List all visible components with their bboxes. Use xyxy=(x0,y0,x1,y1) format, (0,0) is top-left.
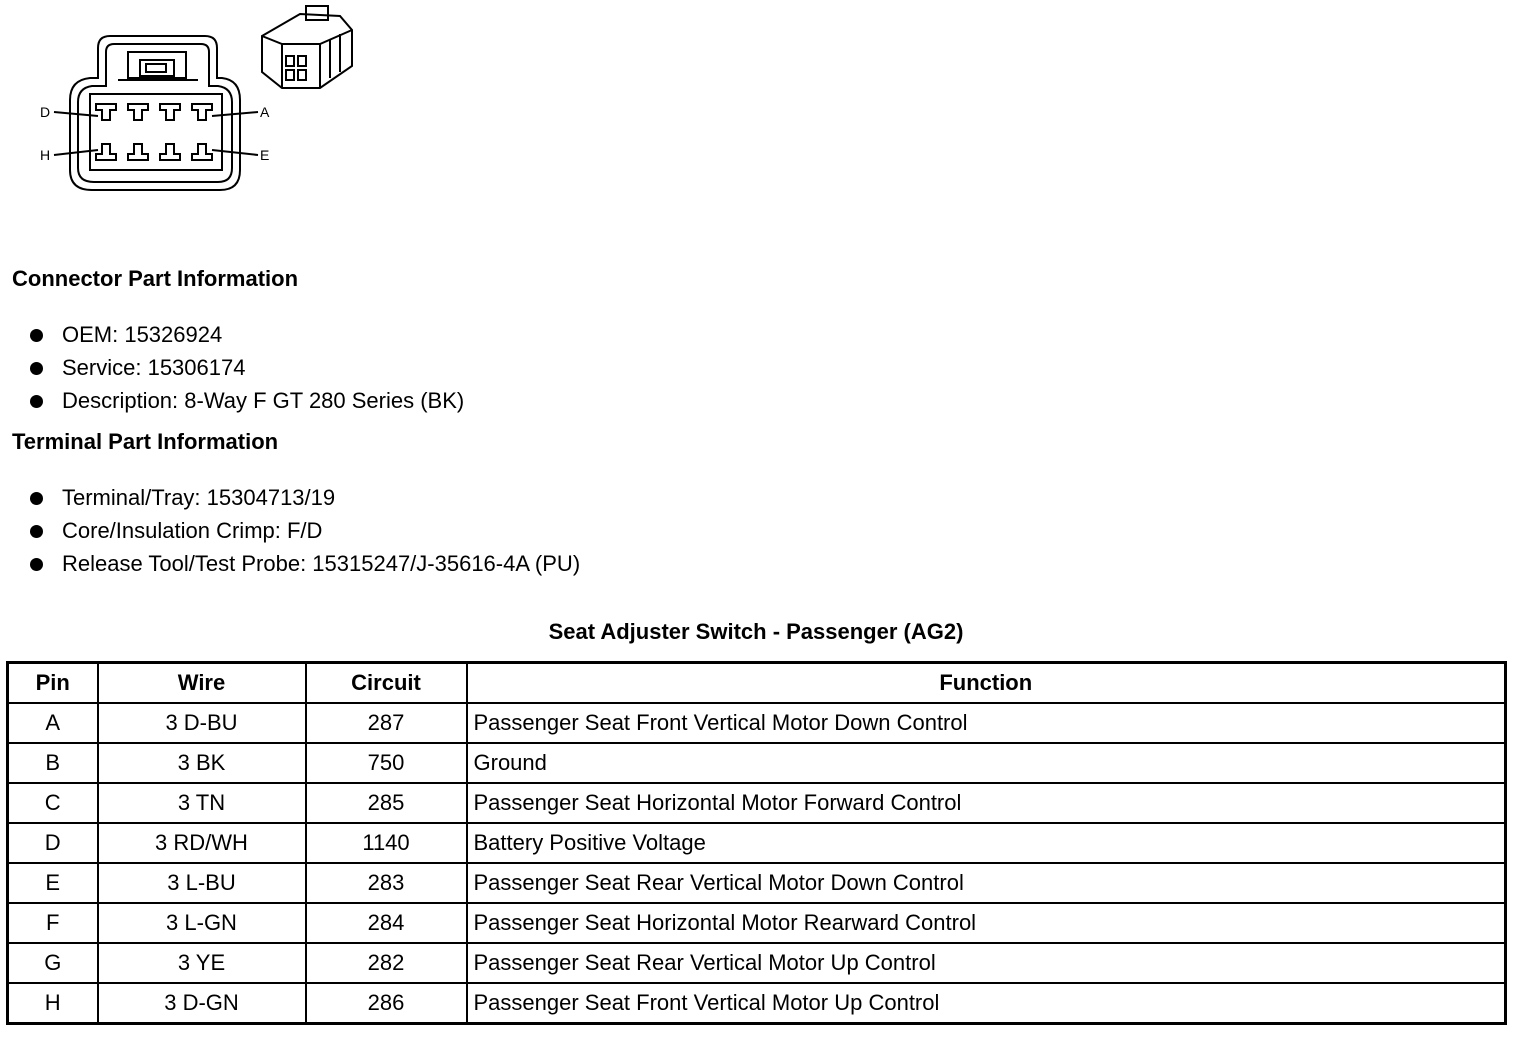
cell-circuit: 750 xyxy=(306,743,467,783)
table-title: Seat Adjuster Switch - Passenger (AG2) xyxy=(548,619,964,644)
cell-pin: H xyxy=(8,983,98,1024)
terminal-info-heading: Terminal Part Information xyxy=(12,429,279,454)
column-header-circuit: Circuit xyxy=(306,663,467,704)
pin-label-h: H xyxy=(40,147,51,163)
column-header-pin: Pin xyxy=(8,663,98,704)
cell-wire: 3 BK xyxy=(98,743,306,783)
table-row xyxy=(8,983,1506,1024)
table-header-row xyxy=(8,663,1506,704)
cell-function: Passenger Seat Rear Vertical Motor Up Control xyxy=(467,943,1506,983)
list-item-text: Description: 8-Way F GT 280 Series (BK) xyxy=(62,388,465,413)
bullet-icon xyxy=(30,362,43,375)
cell-function: Passenger Seat Front Vertical Motor Up Control xyxy=(467,983,1506,1024)
cell-function: Passenger Seat Horizontal Motor Forward Control xyxy=(467,783,1506,823)
table-row xyxy=(8,703,1506,743)
cell-pin: D xyxy=(8,823,98,863)
list-item xyxy=(30,481,580,514)
connector-info-list xyxy=(30,318,464,417)
bottom-row-cavities xyxy=(96,144,212,160)
cell-pin: E xyxy=(8,863,98,903)
table-row xyxy=(8,943,1506,983)
list-item xyxy=(30,351,464,384)
cell-function: Battery Positive Voltage xyxy=(467,823,1506,863)
cell-wire: 3 TN xyxy=(98,783,306,823)
list-item-text: Service: 15306174 xyxy=(62,355,246,380)
cell-circuit: 282 xyxy=(306,943,467,983)
pin-label-a: A xyxy=(260,104,270,120)
bullet-icon xyxy=(30,395,43,408)
list-item xyxy=(30,547,580,580)
cell-wire: 3 D-BU xyxy=(98,703,306,743)
cell-wire: 3 L-BU xyxy=(98,863,306,903)
top-row-cavities xyxy=(96,104,212,120)
table-row xyxy=(8,903,1506,943)
cell-pin: G xyxy=(8,943,98,983)
cell-circuit: 285 xyxy=(306,783,467,823)
cell-function: Passenger Seat Front Vertical Motor Down Control xyxy=(467,703,1506,743)
list-item xyxy=(30,514,580,547)
list-item-text: Terminal/Tray: 15304713/19 xyxy=(62,485,336,510)
cell-function: Ground xyxy=(467,743,1506,783)
bullet-icon xyxy=(30,492,43,505)
cell-pin: A xyxy=(8,703,98,743)
table-row xyxy=(8,783,1506,823)
pin-label-d: D xyxy=(40,104,51,120)
cell-circuit: 287 xyxy=(306,703,467,743)
cell-circuit: 284 xyxy=(306,903,467,943)
cell-pin: B xyxy=(8,743,98,783)
cell-circuit: 286 xyxy=(306,983,467,1024)
connector-diagram xyxy=(0,0,380,210)
cell-wire: 3 YE xyxy=(98,943,306,983)
list-item-text: Release Tool/Test Probe: 15315247/J-35616-4A (PU) xyxy=(62,551,581,576)
bullet-icon xyxy=(30,525,43,538)
cell-function: Passenger Seat Rear Vertical Motor Down Control xyxy=(467,863,1506,903)
cell-pin: F xyxy=(8,903,98,943)
cell-circuit: 283 xyxy=(306,863,467,903)
cell-wire: 3 RD/WH xyxy=(98,823,306,863)
pin-label-e: E xyxy=(260,147,270,163)
list-item-text: Core/Insulation Crimp: F/D xyxy=(62,518,323,543)
terminal-info-list xyxy=(30,481,580,580)
connector-3d-view xyxy=(262,6,352,88)
column-header-function: Function xyxy=(467,663,1506,704)
table-row xyxy=(8,823,1506,863)
cell-function: Passenger Seat Horizontal Motor Rearward Control xyxy=(467,903,1506,943)
cell-circuit: 1140 xyxy=(306,823,467,863)
bullet-icon xyxy=(30,329,43,342)
cell-wire: 3 D-GN xyxy=(98,983,306,1024)
list-item xyxy=(30,384,464,417)
column-header-wire: Wire xyxy=(98,663,306,704)
table-row xyxy=(8,743,1506,783)
pinout-table xyxy=(6,661,1507,1025)
list-item-text: OEM: 15326924 xyxy=(62,322,223,347)
cell-wire: 3 L-GN xyxy=(98,903,306,943)
cell-pin: C xyxy=(8,783,98,823)
connector-info-heading: Connector Part Information xyxy=(12,266,299,291)
list-item xyxy=(30,318,464,351)
table-row xyxy=(8,863,1506,903)
bullet-icon xyxy=(30,558,43,571)
